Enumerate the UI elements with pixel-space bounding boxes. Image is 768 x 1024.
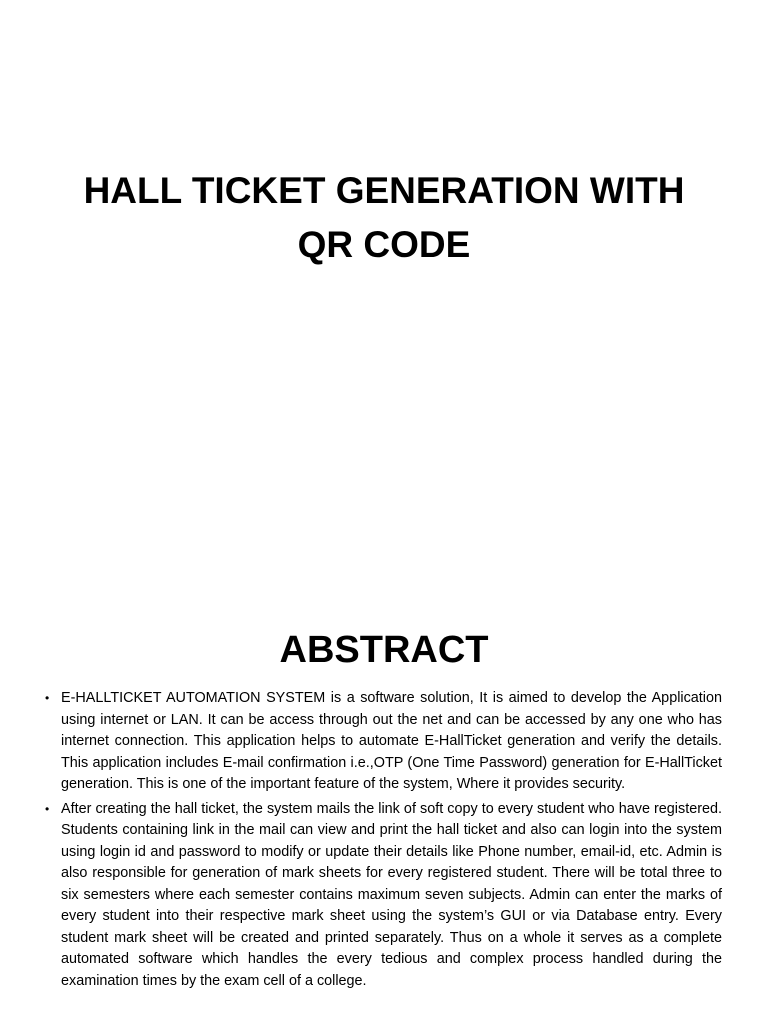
abstract-slide	[0, 600, 768, 1024]
title-line-1: HALL TICKET GENERATION WITH	[83, 170, 685, 211]
abstract-paragraph-2-text: After creating the hall ticket, the system mails the link of soft copy to every student who have registered. Students containing link in the mail can view and print the hall ticket and also can login into the system using login id and password to modify or update their details like Phone number, email-id, etc. Admin is also responsible for generation of mark sheets for every registered student. There will be total three to six semesters where each semester contains maximum seven subjects. Admin can enter the marks of every student into their respective mark sheet using the system’s GUI or via Database entry. Every student mark sheet will be created and printed separately. Thus on a whole it serves as a complete automated software which handles the every tedious and complex process handled during the examination times by the exam cell of a college.	[61, 800, 722, 989]
document-title	[30, 164, 738, 272]
abstract-paragraph-2	[45, 799, 722, 993]
title-line-2: QR CODE	[297, 224, 471, 265]
abstract-paragraph-1	[45, 688, 722, 796]
abstract-heading: ABSTRACT	[279, 629, 489, 671]
abstract-bullet-list	[45, 688, 722, 995]
bullet-icon: •	[45, 691, 50, 705]
abstract-paragraph-1-text: E-HALLTICKET AUTOMATION SYSTEM is a software solution, It is aimed to develop the Application using internet or LAN. It can be access through out the net and can be accessed by any one who has internet connection. This application helps to automate E-HallTicket generation and verify the details. This application includes E-mail confirmation i.e.,OTP (One Time Password) generation for E-HallTicket generation. This is one of the important feature of the system, Where it provides security.	[61, 690, 722, 792]
bullet-icon: •	[45, 801, 50, 816]
